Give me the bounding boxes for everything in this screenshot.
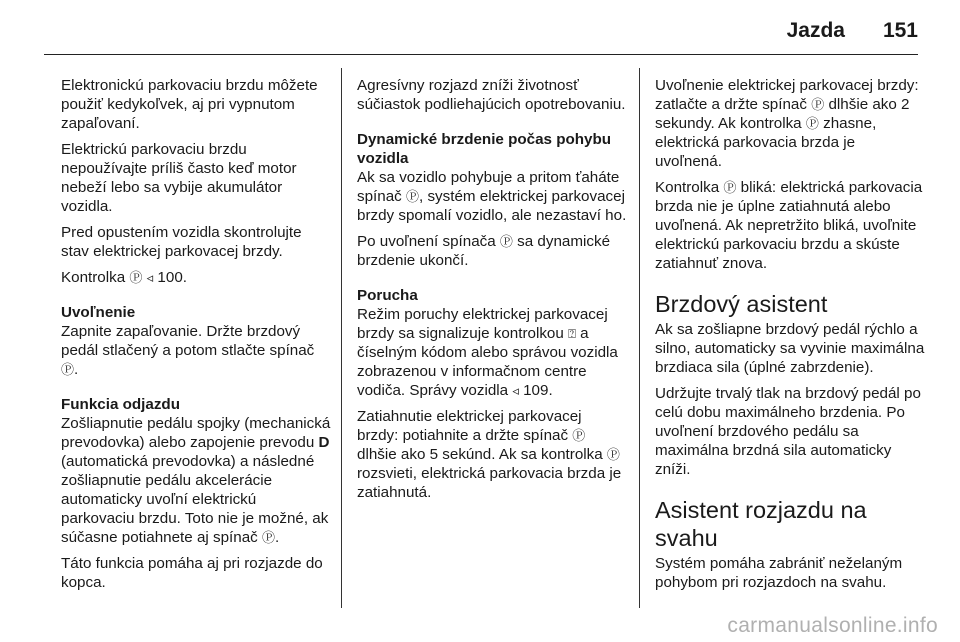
paragraph: Elektrickú parkovaciu brzdu nepoužívajte príliš často keď motor nebeží lebo sa vybije akumulátor vozidla. [61,141,297,215]
paragraph: Pred opustením vozidla skontrolujte stav elektrickej parkovacej brzdy. [61,224,302,260]
page-header [0,0,960,54]
paragraph: Systém pomáha zabrániť neželaným pohybom pri rozjazdoch na svahu. [655,555,903,591]
paragraph [357,168,627,225]
heading-departure: Funkcia odjazdu [61,396,180,413]
page-ref-arrow-icon: ◃ [512,383,519,398]
text: Ak sa vozidlo pohybuje a pritom ťaháte spínač [357,169,620,205]
text: sa dynamické brzdenie ukončí. [357,233,611,269]
column-2 [357,76,627,509]
paragraph [357,407,627,502]
column-divider-1 [341,68,342,608]
paragraph: Agresívny rozjazd zníži životnosť súčiastok podliehajúcich opotrebovaniu. [357,77,626,113]
paragraph: Udržujte trvalý tlak na brzdový pedál po celú dobu maximálneho brzdenia. Po uvoľnení brzdového pedálu sa maximálna brzdná sila automaticky zníži. [655,385,921,478]
text: , systém elektrickej parkovacej brzdy spomalí vozidlo, ale nezastaví ho. [357,188,627,224]
paragraph [655,76,925,171]
text: Kontrolka [61,269,126,286]
gear-label: D [318,434,330,451]
heading-fault: Porucha [357,287,418,304]
text: dlhšie ako 5 sekúnd. Ak sa kontrolka [357,446,603,463]
text: zhasne, elektrická parkovacia brzda je uvoľnená. [655,115,877,170]
column-1 [61,76,331,599]
parking-brake-icon: Ⓟ [606,447,620,462]
fault-warning-icon: ⍰ [568,326,576,341]
paragraph: Táto funkcia pomáha aj pri rozjazde do kopca. [61,555,323,591]
parking-brake-icon: Ⓟ [499,234,513,249]
text: Zatiahnutie elektrickej parkovacej brzdy: potiahnite a držte spínač [357,408,582,444]
column-divider-2 [639,68,640,608]
paragraph: Zapnite zapaľovanie. Držte brzdový pedál stlačený a potom stlačte spínač Ⓟ. [61,323,315,378]
parking-brake-icon: Ⓟ [61,362,75,377]
text: rozsvieti, elektrická parkovacia brzda je zatiahnutá. [357,465,622,501]
page-reference-link[interactable]: 109. [523,382,553,399]
watermark: carmanualsonline.info [727,614,938,637]
text: dlhšie ako 2 sekundy. Ak kontrolka [655,96,910,132]
heading-dynamic-braking: Dynamické brzdenie počas pohybu vozidla [357,131,612,167]
page-number: 151 [882,19,918,42]
paragraph: Elektronickú parkovaciu brzdu môžete použiť kedykoľvek, aj pri vypnutom zapaľovaní. [61,77,318,132]
text: bliká: elektrická parkovacia brzda nie je úplne zatiahnutá alebo uvoľnená. Ak nepretržito bliká, uvoľnite elektrickú parkovaciu brzdu a skúste zatiahnuť znova. [655,179,923,272]
paragraph [357,305,627,400]
parking-brake-icon: Ⓟ [572,428,586,443]
text: Po uvoľnení spínača [357,233,496,250]
text: Uvoľnenie elektrickej parkovacej brzdy: zatlačte a držte spínač [655,77,919,113]
page-reference-link[interactable]: 100. [157,269,187,286]
heading-release: Uvoľnenie [61,304,136,321]
parking-brake-icon: Ⓟ [811,97,825,112]
heading-hill-start-assist: Asistent rozjazdu na svahu [655,497,867,551]
parking-brake-icon: Ⓟ [261,530,275,545]
text: (automatická prevodovka) a následné zošliapnutie pedálu akcelerácie automaticky uvoľní elektrickú parkovaciu brzdu. Toto nie je možné, ak súčasne potiahnete aj spínač [61,453,329,546]
parking-brake-icon: Ⓟ [405,189,419,204]
text: Režim poruchy elektrickej parkovacej brzdy sa signalizuje kontrolkou [357,306,608,342]
section-title: Jazda [786,19,845,42]
column-3 [655,76,925,599]
paragraph: Ak sa zošliapne brzdový pedál rýchlo a silno, automaticky sa vyvinie maximálna brzdiaca sila (úplné zabrzdenie). [655,321,925,376]
paragraph [61,268,331,287]
parking-brake-icon: Ⓟ [129,270,143,285]
parking-brake-icon: Ⓟ [805,116,819,131]
parking-brake-icon: Ⓟ [723,180,737,195]
paragraph [655,178,925,273]
text: Zapnite zapaľovanie. Držte brzdový pedál stlačený a potom stlačte spínač [61,323,315,359]
text: a číselným kódom alebo správou vozidla zobrazenou v informačnom centre vodiča. Správy vozidla [357,325,618,399]
header-divider [44,54,918,55]
paragraph [357,232,627,270]
paragraph: Zošliapnutie pedálu spojky (mechanická prevodovka) alebo zapojenie prevodu D (automatická prevodovka) a následné zošliapnutie pedálu akcelerácie automaticky uvoľní elektrickú parkovaciu brzdu. Toto nie je možné, ak súčasne potiahnete aj spínač Ⓟ. [61,415,331,546]
text: Zošliapnutie pedálu spojky (mechanická prevodovka) alebo zapojenie prevodu [61,415,331,451]
text: Kontrolka [655,179,720,196]
page-ref-arrow-icon: ◃ [146,270,154,285]
heading-brake-assist: Brzdový asistent [655,291,828,317]
